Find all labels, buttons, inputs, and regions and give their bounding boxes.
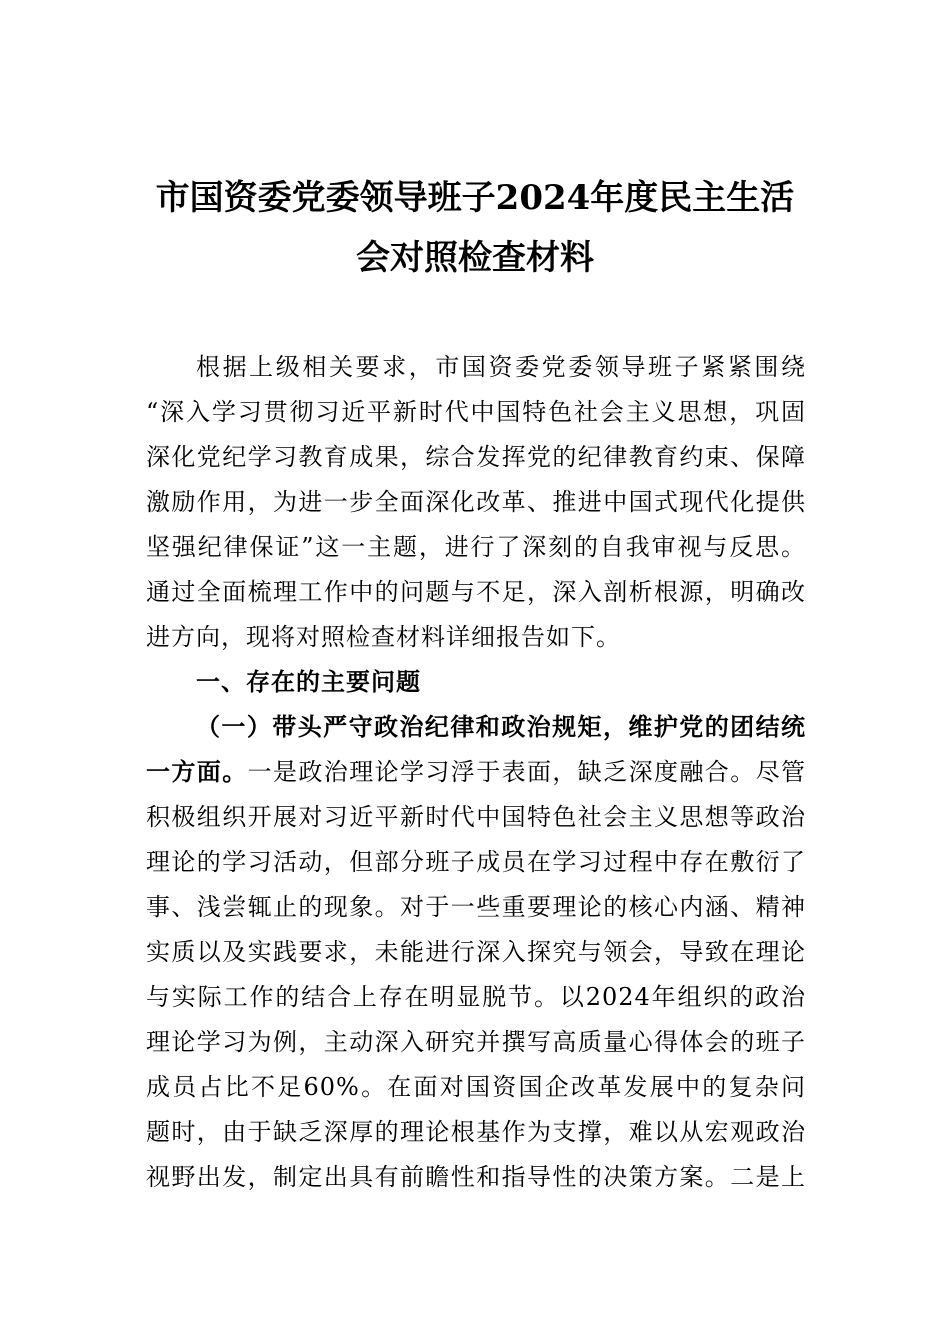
document-title-line-1: 市国资委党委领导班子2024年度民主生活 — [155, 178, 795, 218]
body-line: 理论的学习活动，但部分班子成员在学习过程中存在敷衍了 — [146, 848, 806, 876]
subsection-heading-end: 一方面。 — [146, 757, 248, 786]
body-line: 理论学习为例，主动深入研究并撰写高质量心得体会的班子 — [146, 1028, 806, 1056]
body-text: 一是政治理论学习浮于表面，缺乏深度融合。尽管 — [247, 758, 807, 786]
body-line: 积极组织开展对习近平新时代中国特色社会主义思想等政治 — [146, 803, 806, 831]
section-heading: 一、存在的主要问题 — [196, 667, 421, 696]
intro-line: 深化党纪学习教育成果，综合发挥党的纪律教育约束、保障 — [146, 443, 806, 471]
intro-line: 进方向，现将对照检查材料详细报告如下。 — [146, 623, 621, 651]
subsection-heading: （一）带头严守政治纪律和政治规矩，维护党的团结统 — [196, 712, 806, 741]
intro-line: 根据上级相关要求，市国资委党委领导班子紧紧围绕 — [196, 353, 806, 381]
intro-line: 坚强纪律保证”这一主题，进行了深刻的自我审视与反思。 — [146, 533, 806, 561]
body-line: 与实际工作的结合上存在明显脱节。以2024年组织的政治 — [146, 983, 806, 1011]
body-line: 成员占比不足60%。在面对国资国企改革发展中的复杂问 — [146, 1073, 806, 1101]
intro-line: 通过全面梳理工作中的问题与不足，深入剖析根源，明确改 — [146, 578, 806, 606]
body-line: 视野出发，制定出具有前瞻性和指导性的决策方案。二是上 — [146, 1163, 806, 1191]
document-title-line-2: 会对照检查材料 — [356, 238, 594, 278]
intro-line: 激励作用，为进一步全面深化改革、推进中国式现代化提供 — [146, 488, 806, 516]
body-line: 题时，由于缺乏深厚的理论根基作为支撑，难以从宏观政治 — [146, 1118, 806, 1146]
body-line: 事、浅尝辄止的现象。对于一些重要理论的核心内涵、精神 — [146, 893, 806, 921]
intro-line: “深入学习贯彻习近平新时代中国特色社会主义思想，巩固 — [146, 398, 806, 426]
body-line: 实质以及实践要求，未能进行深入探究与领会，导致在理论 — [146, 938, 806, 966]
subsection-line — [146, 757, 806, 787]
